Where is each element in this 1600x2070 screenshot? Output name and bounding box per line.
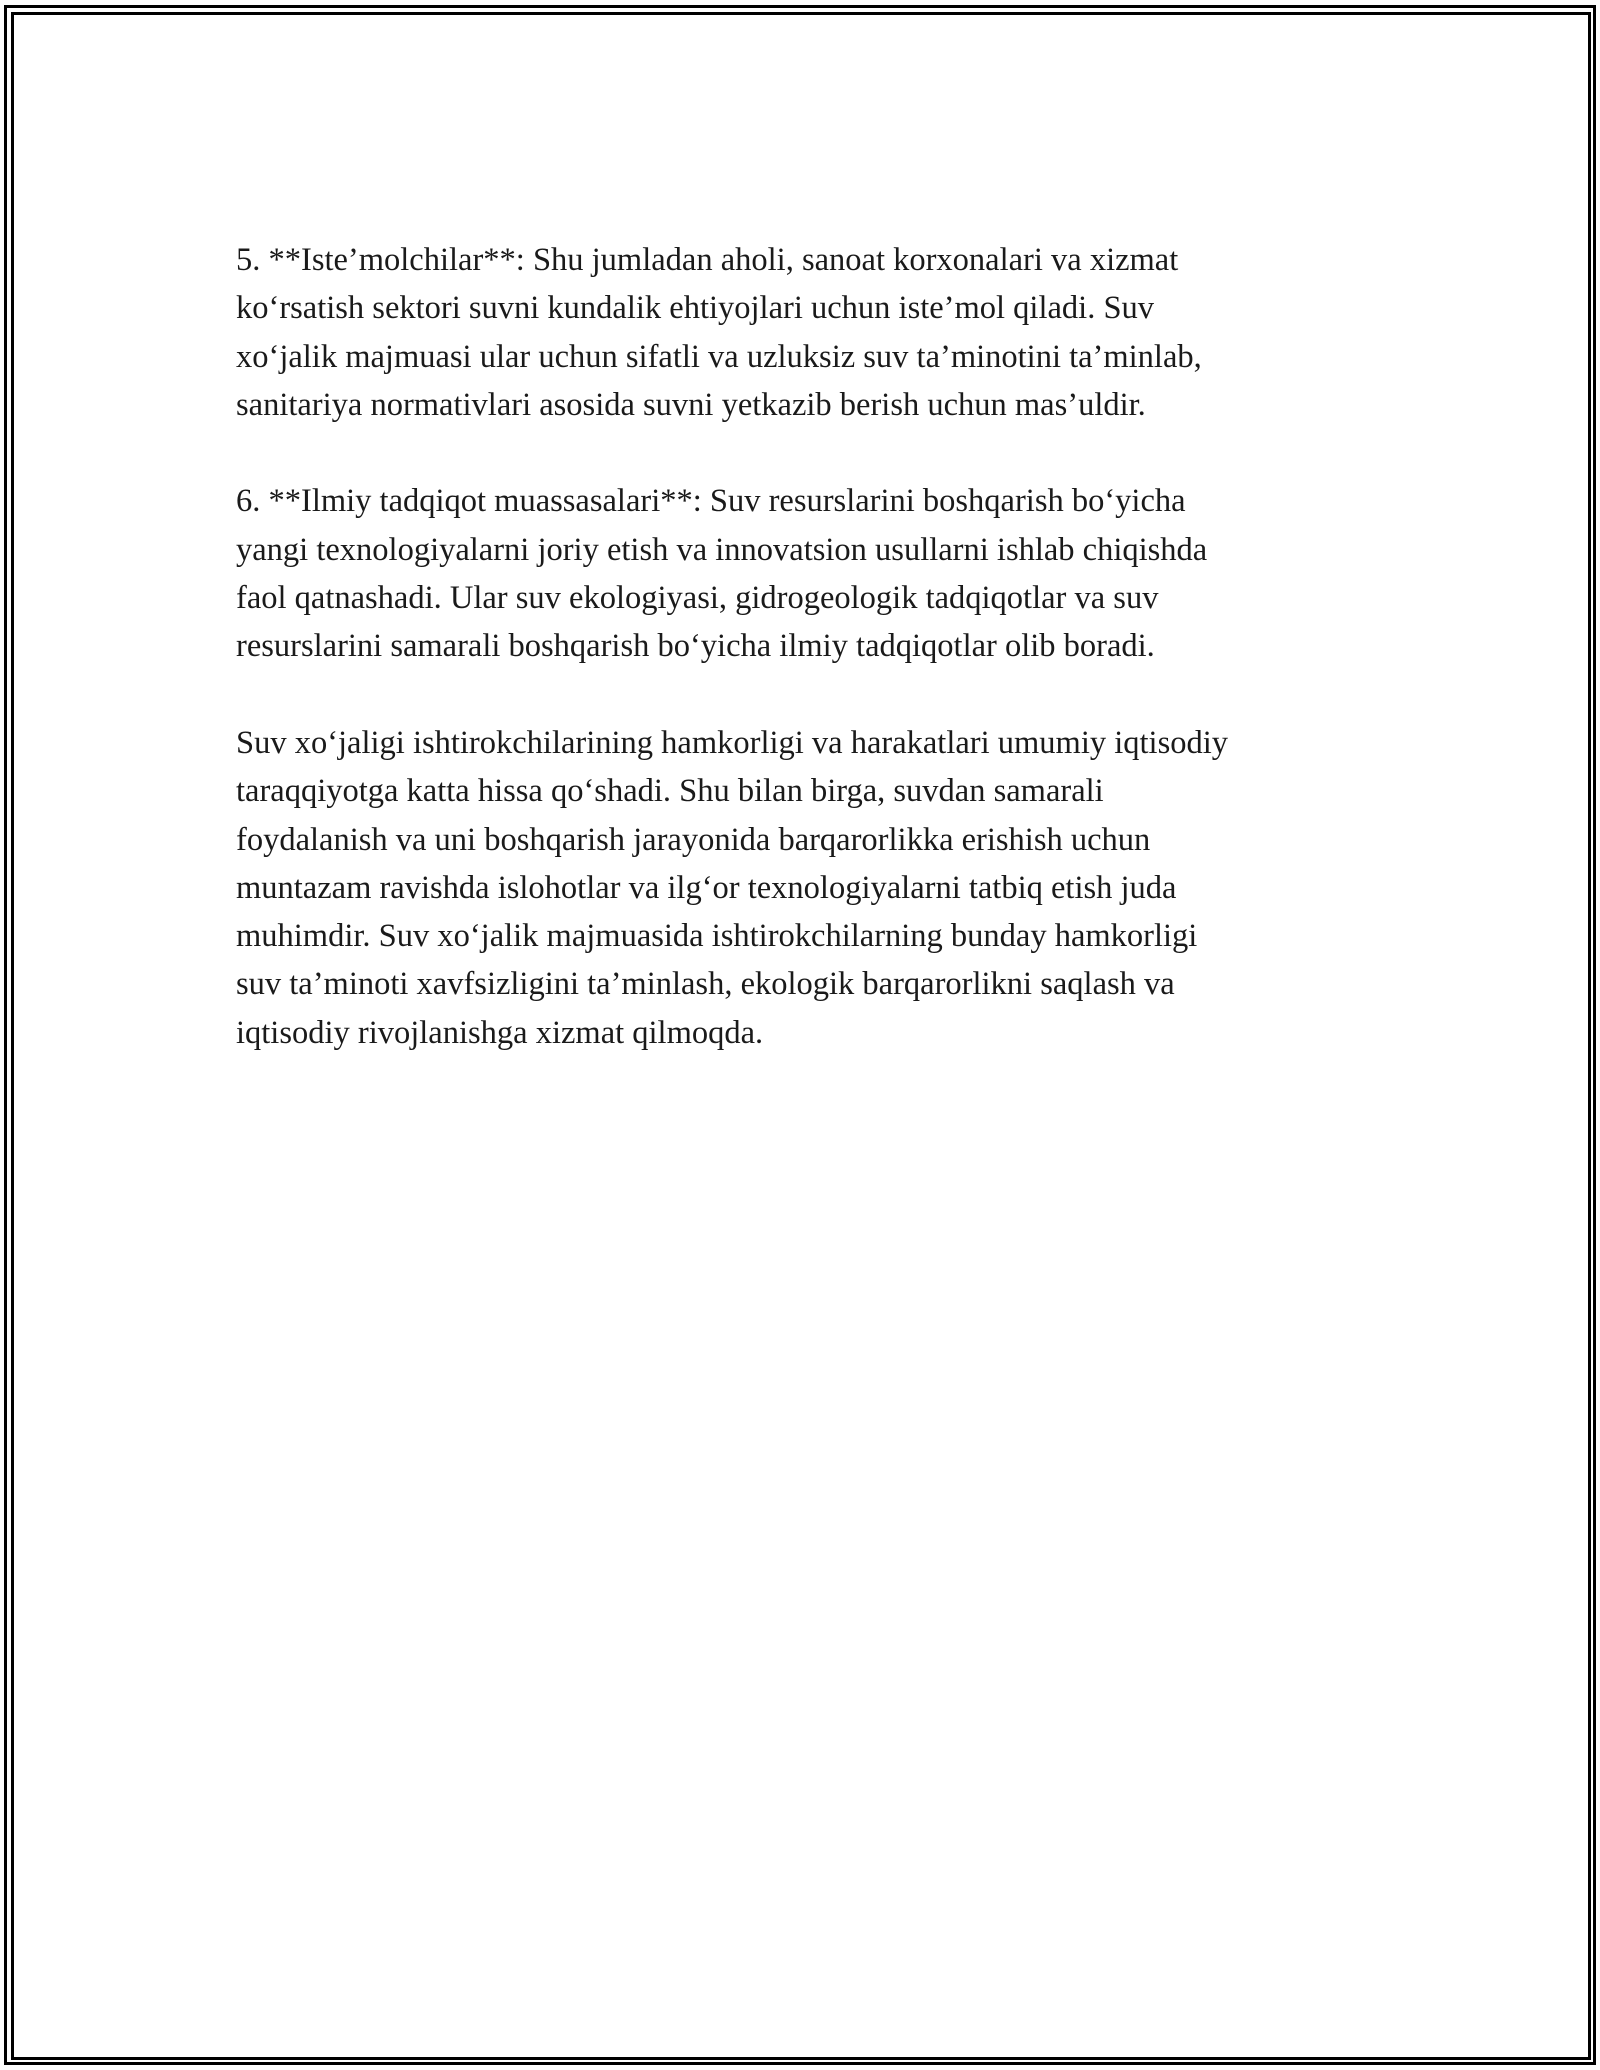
paragraph-research-institutions [236,477,1376,670]
text-line: suv ta’minoti xavfsizligini ta’minlash, ekologik barqarorlikni saqlash va [236,966,1175,1003]
text-line: 5. **Iste’molchilar**: Shu jumladan aholi, sanoat korxonalari va xizmat [236,242,1179,278]
text-line: ko‘rsatish sektori suvni kundalik ehtiyojlari uchun iste’mol qiladi. Suv [236,290,1155,327]
text-line: taraqqiyotga katta hissa qo‘shadi. Shu bilan birga, suvdan samarali [236,773,1104,810]
text-line: muhimdir. Suv xo‘jalik majmuasida ishtirokchilarning bunday hamkorligi [236,918,1198,955]
paragraph-consumers [236,236,1376,429]
text-line: 6. **Ilmiy tadqiqot muassasalari**: Suv resurslarini boshqarish bo‘yicha [236,483,1186,520]
text-line: resurslarini samarali boshqarish bo‘yicha ilmiy tadqiqotlar olib boradi. [236,628,1155,665]
text-line: iqtisodiy rivojlanishga xizmat qilmoqda. [236,1014,764,1051]
text-line: xo‘jalik majmuasi ular uchun sifatli va uzluksiz suv ta’minotini ta’minlab, [236,338,1202,375]
text-line: faol qatnashadi. Ular suv ekologiyasi, gidrogeologik tadqiqotlar va suv [236,580,1159,617]
text-line: foydalanish va uni boshqarish jarayonida barqarorlikka erishish uchun [236,821,1151,858]
text-line: muntazam ravishda islohotlar va ilg‘or texnologiyalarni tatbiq etish juda [236,869,1177,906]
text-line: sanitariya normativlari asosida suvni yetkazib berish uchun mas’uldir. [236,386,1146,423]
paragraph-conclusion [236,719,1376,1057]
document-body [236,236,1376,1105]
text-line: yangi texnologiyalarni joriy etish va innovatsion usullarni ishlab chiqishda [236,531,1208,568]
text-line: Suv xo‘jaligi ishtirokchilarining hamkorligi va harakatlari umumiy iqtisodiy [236,724,1228,761]
